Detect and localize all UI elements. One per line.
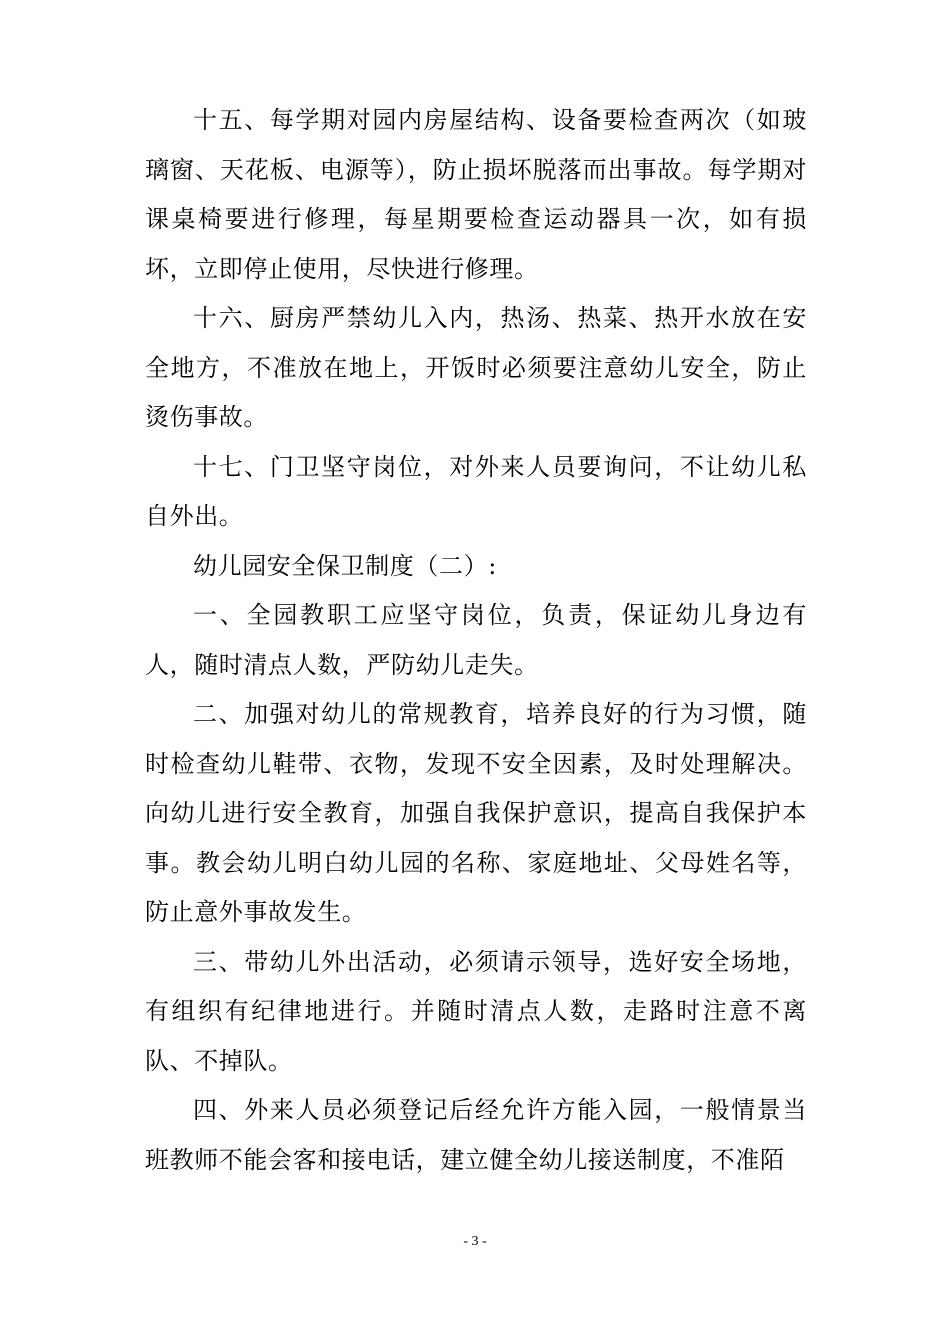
paragraph-item-15: 十五、每学期对园内房屋结构、设备要检查两次（如玻璃窗、天花板、电源等），防止损坏脱落而出事故。每学期对课桌椅要进行修理，每星期要检查运动器具一次，如有损坏，立即停止使用，尽快进行修理。 <box>145 106 807 283</box>
paragraph-item-3: 三、带幼儿外出活动，必须请示领导，选好安全场地，有组织有纪律地进行。并随时清点人数，走路时注意不离队、不掉队。 <box>145 947 807 1075</box>
paragraph-item-2: 二、加强对幼儿的常规教育，培养良好的行为习惯，随时检查幼儿鞋带、衣物，发现不安全因素，及时处理解决。向幼儿进行安全教育，加强自我保护意识，提高自我保护本事。教会幼儿明白幼儿园的名称、家庭地址、父母姓名等，防止意外事故发生。 <box>145 700 807 926</box>
paragraph-item-4: 四、外来人员必须登记后经允许方能入园，一般情景当班教师不能会客和接电话，建立健全幼儿接送制度，不准陌 <box>145 1096 807 1174</box>
paragraph-item-16: 十六、厨房严禁幼儿入内，热汤、热菜、热开水放在安全地方，不准放在地上，开饭时必须要注意幼儿安全，防止烫伤事故。 <box>145 304 807 431</box>
document-body <box>145 96 807 1185</box>
section-heading: 幼儿园安全保卫制度（二）: <box>193 551 497 580</box>
paragraph-item-1: 一、全园教职工应坚守岗位，负责，保证幼儿身边有人，随时清点人数，严防幼儿走失。 <box>145 601 807 679</box>
paragraph-item-17: 十七、门卫坚守岗位，对外来人员要询问，不让幼儿私自外出。 <box>145 452 807 530</box>
page-number: - 3 - <box>463 1234 487 1249</box>
